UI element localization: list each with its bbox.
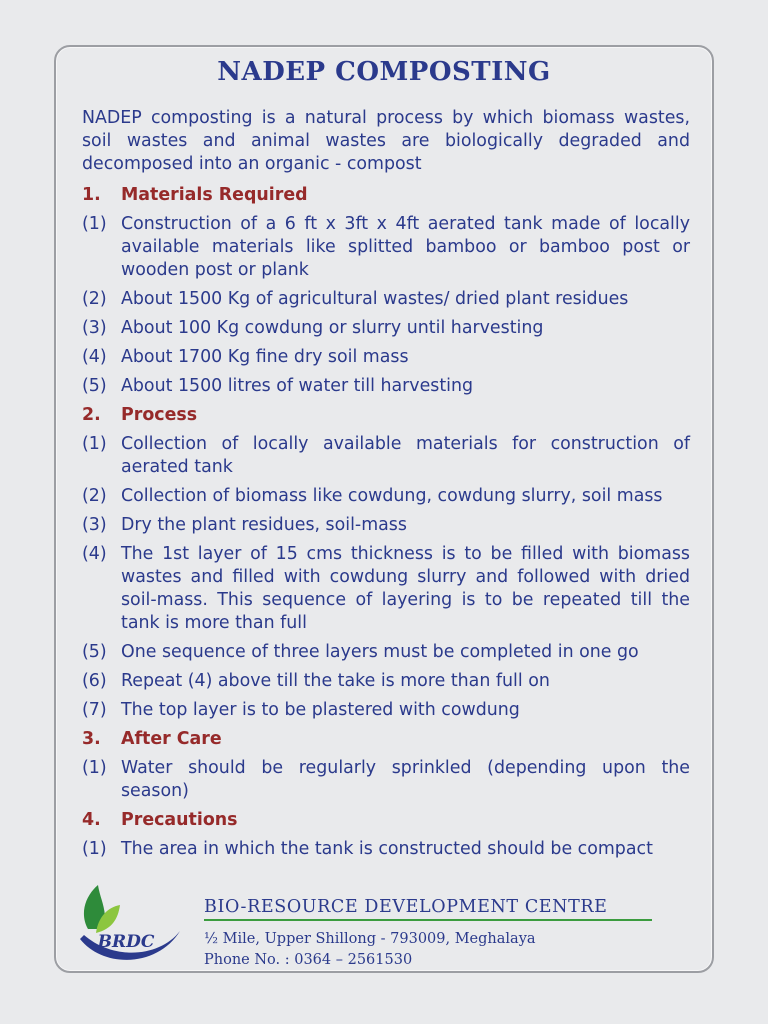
section-title: Materials Required <box>121 185 308 205</box>
list-item <box>82 288 690 317</box>
brdc-logo <box>74 877 194 967</box>
item-text: The area in which the tank is constructed should be compact <box>121 839 653 859</box>
logo-text: BRDC <box>97 932 155 952</box>
list-item <box>82 213 690 288</box>
item-text: About 1700 Kg fine dry soil mass <box>121 347 409 367</box>
section-title: Precautions <box>121 810 238 830</box>
list-item <box>82 757 690 809</box>
intro-paragraph: NADEP composting is a natural process by which biomass wastes, soil wastes and animal wastes are biologically degraded and decomposed into an organic - compost <box>82 108 690 174</box>
section-number: 4. <box>82 810 101 830</box>
address-line: ½ Mile, Upper Shillong - 793009, Meghalaya <box>204 931 536 947</box>
item-number: (4) <box>82 544 107 564</box>
item-number: (2) <box>82 289 107 309</box>
list-item <box>82 838 690 867</box>
section-number: 3. <box>82 729 101 749</box>
item-number: (4) <box>82 347 107 367</box>
item-text: Collection of biomass like cowdung, cowdung slurry, soil mass <box>121 486 663 506</box>
list-item <box>82 699 690 728</box>
list-item <box>82 641 690 670</box>
item-number: (7) <box>82 700 107 720</box>
item-text: The 1st layer of 15 cms thickness is to be filled with biomass wastes and filled with cowdung slurry and followed with dried soil-mass. This sequence of layering is to be repeated till the tank is more than full <box>121 544 690 633</box>
item-number: (2) <box>82 486 107 506</box>
list-item <box>82 670 690 699</box>
section-heading <box>82 809 690 838</box>
item-text: One sequence of three layers must be completed in one go <box>121 642 639 662</box>
item-number: (6) <box>82 671 107 691</box>
list-item <box>82 346 690 375</box>
list-item <box>82 514 690 543</box>
page-title: NADEP COMPOSTING <box>217 57 551 87</box>
list-item <box>82 433 690 485</box>
list-item <box>82 375 690 404</box>
item-text: About 1500 litres of water till harvesting <box>121 376 474 396</box>
list-item <box>82 317 690 346</box>
item-text: Repeat (4) above till the take is more than full on <box>121 671 550 691</box>
item-number: (5) <box>82 642 107 662</box>
item-text: The top layer is to be plastered with cowdung <box>121 700 520 720</box>
section-title: After Care <box>121 729 222 749</box>
section-number: 1. <box>82 185 101 205</box>
organization-name: BIO-RESOURCE DEVELOPMENT CENTRE <box>204 897 652 921</box>
phone-line: Phone No. : 0364 – 2561530 <box>204 952 413 968</box>
section-heading <box>82 728 690 757</box>
section-title: Process <box>121 405 198 425</box>
list-item <box>82 543 690 641</box>
section-heading <box>82 404 690 433</box>
item-number: (5) <box>82 376 107 396</box>
item-number: (1) <box>82 434 107 454</box>
item-number: (3) <box>82 515 107 535</box>
footer <box>74 877 694 967</box>
list-item <box>82 485 690 514</box>
section-heading <box>82 184 690 213</box>
item-text: About 100 Kg cowdung or slurry until harvesting <box>121 318 544 338</box>
item-text: Collection of locally available materials for construction of aerated tank <box>121 434 690 477</box>
item-number: (1) <box>82 758 107 778</box>
document-card <box>54 45 714 973</box>
item-number: (3) <box>82 318 107 338</box>
item-text: About 1500 Kg of agricultural wastes/ dried plant residues <box>121 289 629 309</box>
section-number: 2. <box>82 405 101 425</box>
item-text: Dry the plant residues, soil-mass <box>121 515 407 535</box>
address-block <box>204 929 536 971</box>
item-number: (1) <box>82 839 107 859</box>
section-list <box>82 184 690 867</box>
item-number: (1) <box>82 214 107 234</box>
item-text: Construction of a 6 ft x 3ft x 4ft aerated tank made of locally available materials like splitted bamboo or bamboo post or wooden post or plank <box>121 214 690 280</box>
item-text: Water should be regularly sprinkled (depending upon the season) <box>121 758 690 801</box>
